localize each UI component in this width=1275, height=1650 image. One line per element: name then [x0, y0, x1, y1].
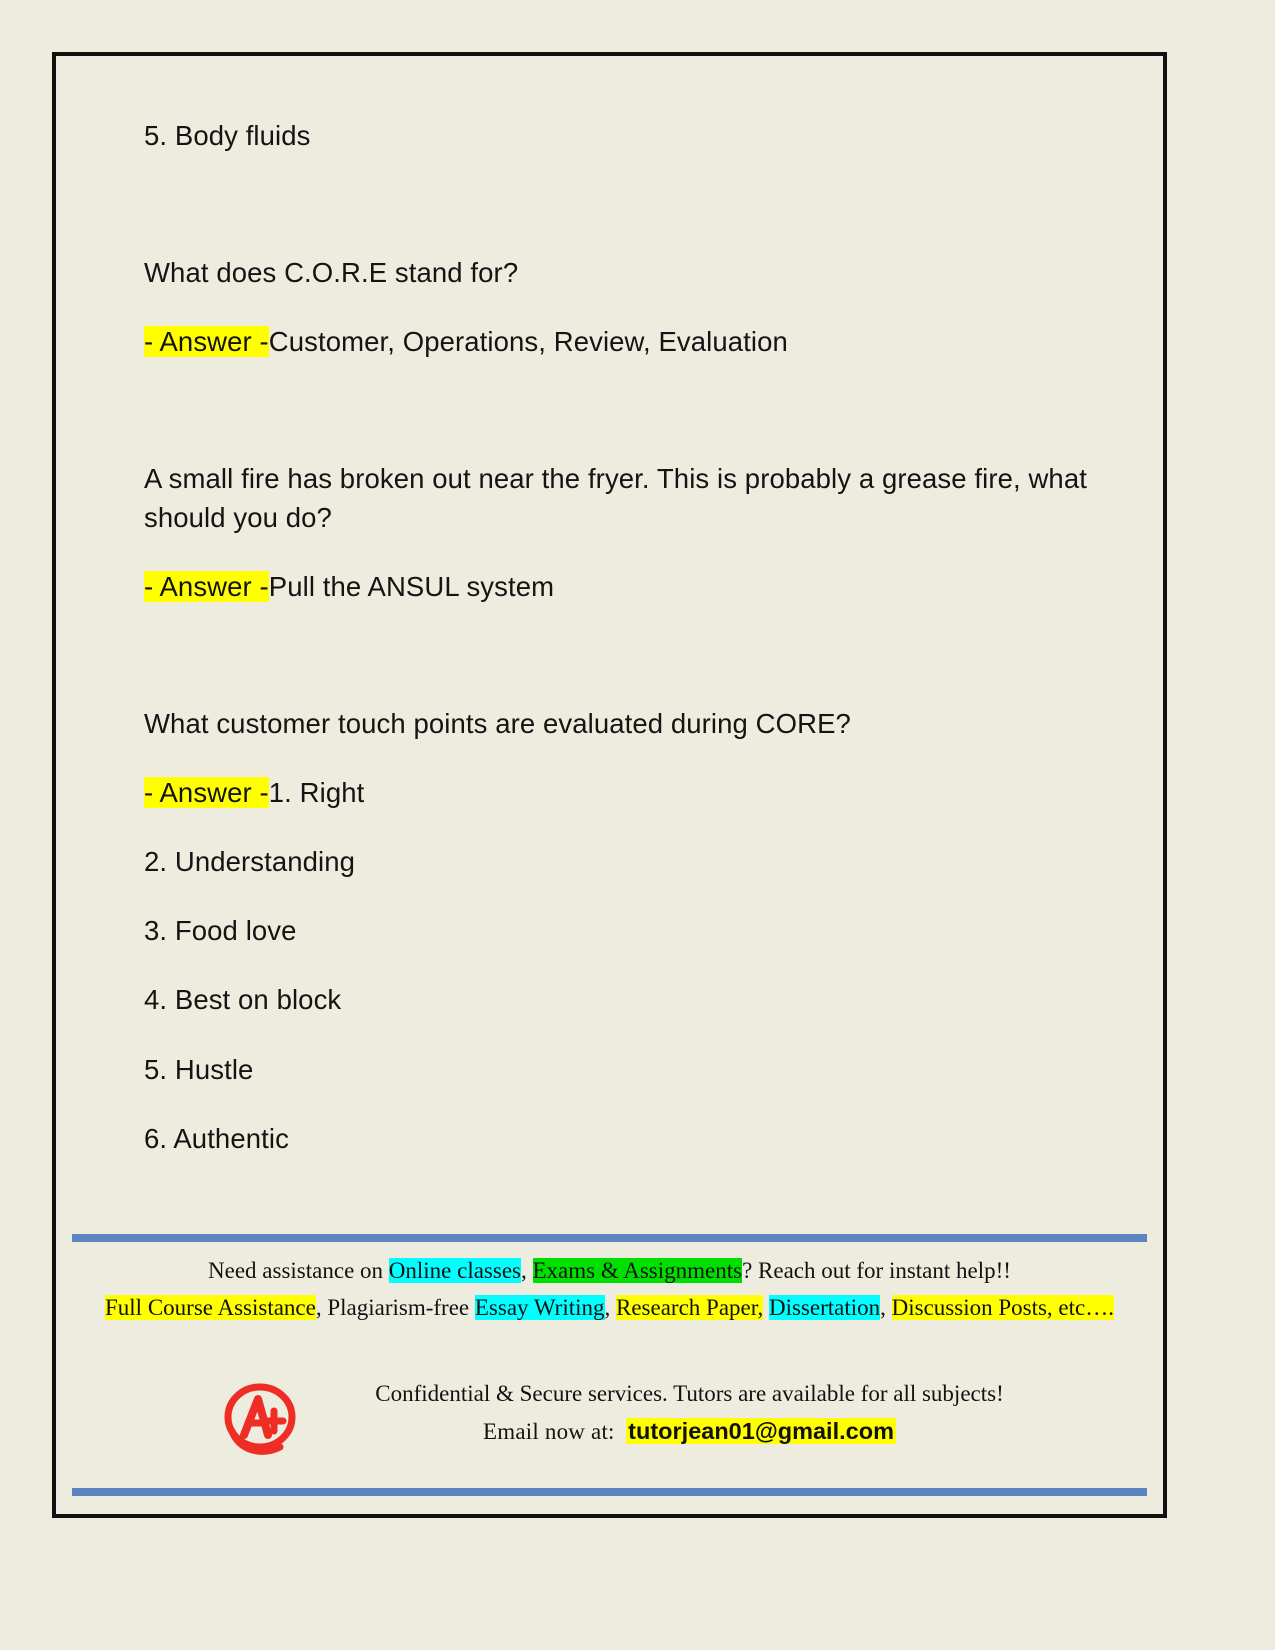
- list-item-label: 5. Hustle: [144, 1053, 254, 1085]
- answer-tag: - Answer -: [144, 571, 269, 603]
- list-item-2-understanding: [144, 842, 1104, 881]
- promo-dissertation: Dissertation: [768, 1295, 881, 1321]
- question-core-acronym: [144, 253, 1104, 292]
- document-content: [144, 116, 1104, 1188]
- promo-research-paper: Research Paper,: [616, 1295, 764, 1321]
- promo-line-1: [56, 1252, 1163, 1289]
- promo-essay-writing: Essay Writing: [474, 1295, 605, 1321]
- promo-footer: [56, 1234, 1163, 1514]
- spacer: [144, 636, 1104, 704]
- answer-grease-fire: [144, 567, 1104, 606]
- list-item-label: 3. Food love: [144, 915, 297, 947]
- promo-lower-text: [306, 1375, 1073, 1451]
- email-address[interactable]: tutorjean01@gmail.com: [628, 1418, 894, 1445]
- confidential-line: Confidential & Secure services. Tutors are available for all subjects!: [375, 1381, 1004, 1406]
- footer-divider-bottom: [72, 1488, 1147, 1496]
- promo-line-2: [56, 1289, 1163, 1326]
- a-plus-logo-icon: [216, 1379, 304, 1459]
- answer-text: Customer, Operations, Review, Evaluation: [268, 326, 788, 358]
- promo-line1-lead: Need assistance on: [208, 1258, 389, 1283]
- answer-text: 1. Right: [268, 777, 365, 809]
- question-text: What customer touch points are evaluated during CORE?: [144, 708, 851, 740]
- answer-tag: - Answer -: [144, 777, 269, 809]
- list-item-4-best-on-block: [144, 980, 1104, 1019]
- answer-core-acronym: [144, 322, 1104, 361]
- promo-online-classes: Online classes: [388, 1258, 521, 1283]
- answer-tag: - Answer -: [144, 326, 269, 358]
- promo-text-block: [56, 1252, 1163, 1327]
- list-item-label: 5. Body fluids: [144, 120, 311, 151]
- list-item-label: 6. Authentic: [144, 1122, 289, 1154]
- spacer: [144, 185, 1104, 253]
- promo-lower-block: [56, 1369, 1163, 1479]
- list-item-5-hustle: [144, 1050, 1104, 1089]
- answer-text: Pull the ANSUL system: [268, 571, 555, 603]
- promo-line1-comma: ,: [521, 1258, 533, 1283]
- promo-full-course-assistance: Full Course Assistance: [105, 1295, 316, 1321]
- question-text: What does C.O.R.E stand for?: [144, 257, 519, 289]
- email-line: [306, 1412, 1073, 1450]
- promo-sep-3: ,: [880, 1295, 892, 1321]
- answer-touch-points: [144, 773, 1104, 812]
- promo-line1-tail: ? Reach out for instant help!!: [742, 1258, 1011, 1283]
- promo-plagiarism-free: Plagiarism-free: [327, 1295, 475, 1321]
- promo-discussion-posts: Discussion Posts, etc….: [891, 1295, 1114, 1321]
- promo-sep-2: ,: [604, 1295, 616, 1321]
- list-item-3-food-love: [144, 911, 1104, 950]
- footer-divider-top: [72, 1234, 1147, 1242]
- list-item-6-authentic: [144, 1119, 1104, 1158]
- question-grease-fire: [144, 459, 1104, 537]
- question-touch-points: [144, 704, 1104, 743]
- list-item-label: 2. Understanding: [144, 846, 356, 878]
- document-page: [52, 52, 1167, 1518]
- email-label: Email now at:: [483, 1419, 615, 1445]
- spacer: [144, 391, 1104, 459]
- list-item-label: 4. Best on block: [144, 984, 342, 1016]
- list-item-5-body-fluids: [144, 116, 1104, 155]
- promo-sep-1: ,: [315, 1295, 328, 1321]
- promo-exams-assignments: Exams & Assignments: [532, 1258, 743, 1283]
- question-text: A small fire has broken out near the fryer. This is probably a grease fire, what should you do?: [144, 463, 1087, 534]
